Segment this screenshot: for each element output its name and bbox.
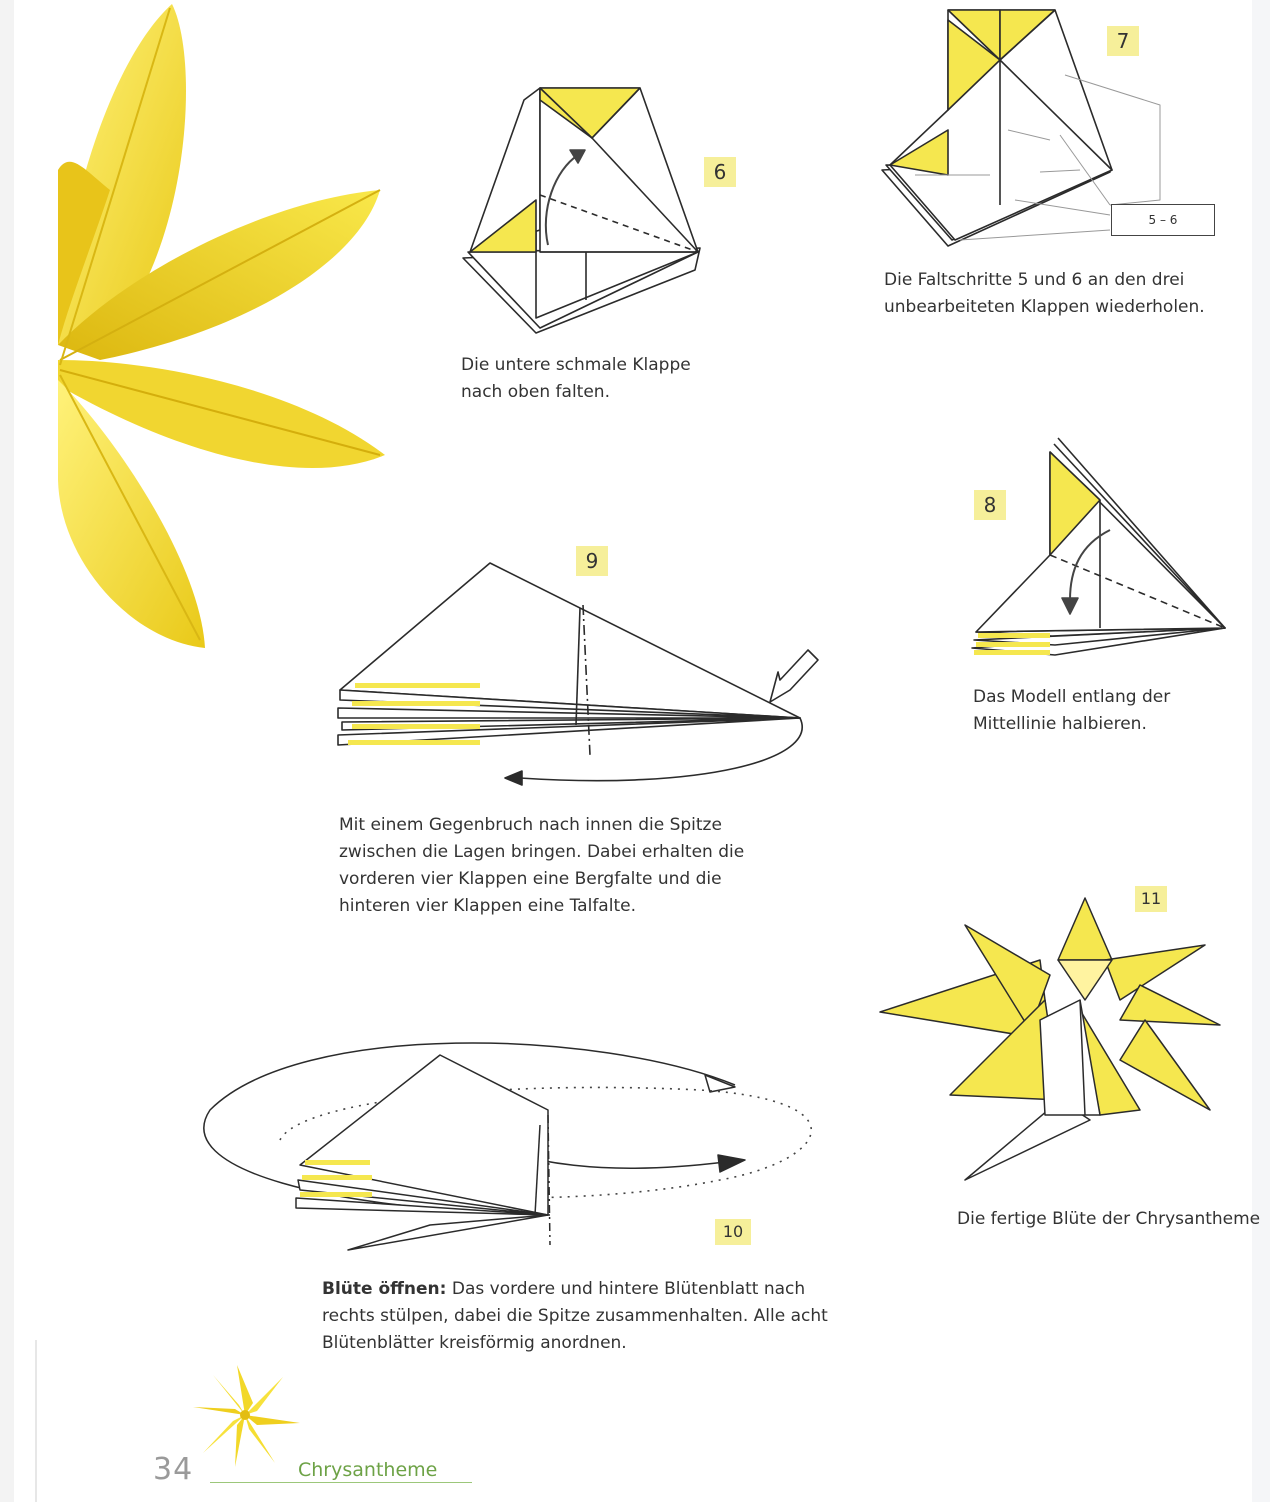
step-9-badge: 9 [576,546,608,576]
diagram-step-9 [338,563,818,785]
diagram-step-8 [972,438,1225,655]
page-number: 34 [153,1452,194,1487]
diagram-step-6 [463,88,700,333]
step-11-caption: Die fertige Blüte der Chrysantheme [957,1209,1261,1229]
diagram-step-11 [880,898,1220,1180]
step-10-caption-text: Das vordere und hintere Blütenblatt nach rechts stülpen, dabei die Spitze zusammenhalten. Alle acht Blütenblätter kreisförmig anordnen. [322,1279,828,1353]
step-10-caption [322,1276,832,1357]
step-7-caption: Die Faltschritte 5 und 6 an den drei unbearbeiteten Klappen wiederholen. [884,270,1205,317]
step-7-badge: 7 [1107,26,1139,56]
flower-photo [58,4,385,648]
step-8-caption: Das Modell entlang der Mittellinie halbieren. [973,687,1171,734]
section-title: Chrysantheme [298,1459,438,1481]
step-6-badge: 6 [704,157,736,187]
step-11-badge: 11 [1135,886,1167,912]
step-8-badge: 8 [974,490,1006,520]
flower-thumbnail [193,1365,300,1467]
step-6-caption: Die untere schmale Klappe nach oben falten. [461,355,691,402]
step-9-caption: Mit einem Gegenbruch nach innen die Spitze zwischen die Lagen bringen. Dabei erhalten die vorderen vier Klappen eine Bergfalte und die hinteren vier Klappen eine Talfalte. [339,815,745,916]
step-10-caption-lead: Blüte öffnen: [322,1279,447,1299]
repeat-steps-label: 5 – 6 [1111,204,1215,236]
step-10-badge: 10 [715,1219,751,1245]
footer-rule [210,1482,472,1483]
